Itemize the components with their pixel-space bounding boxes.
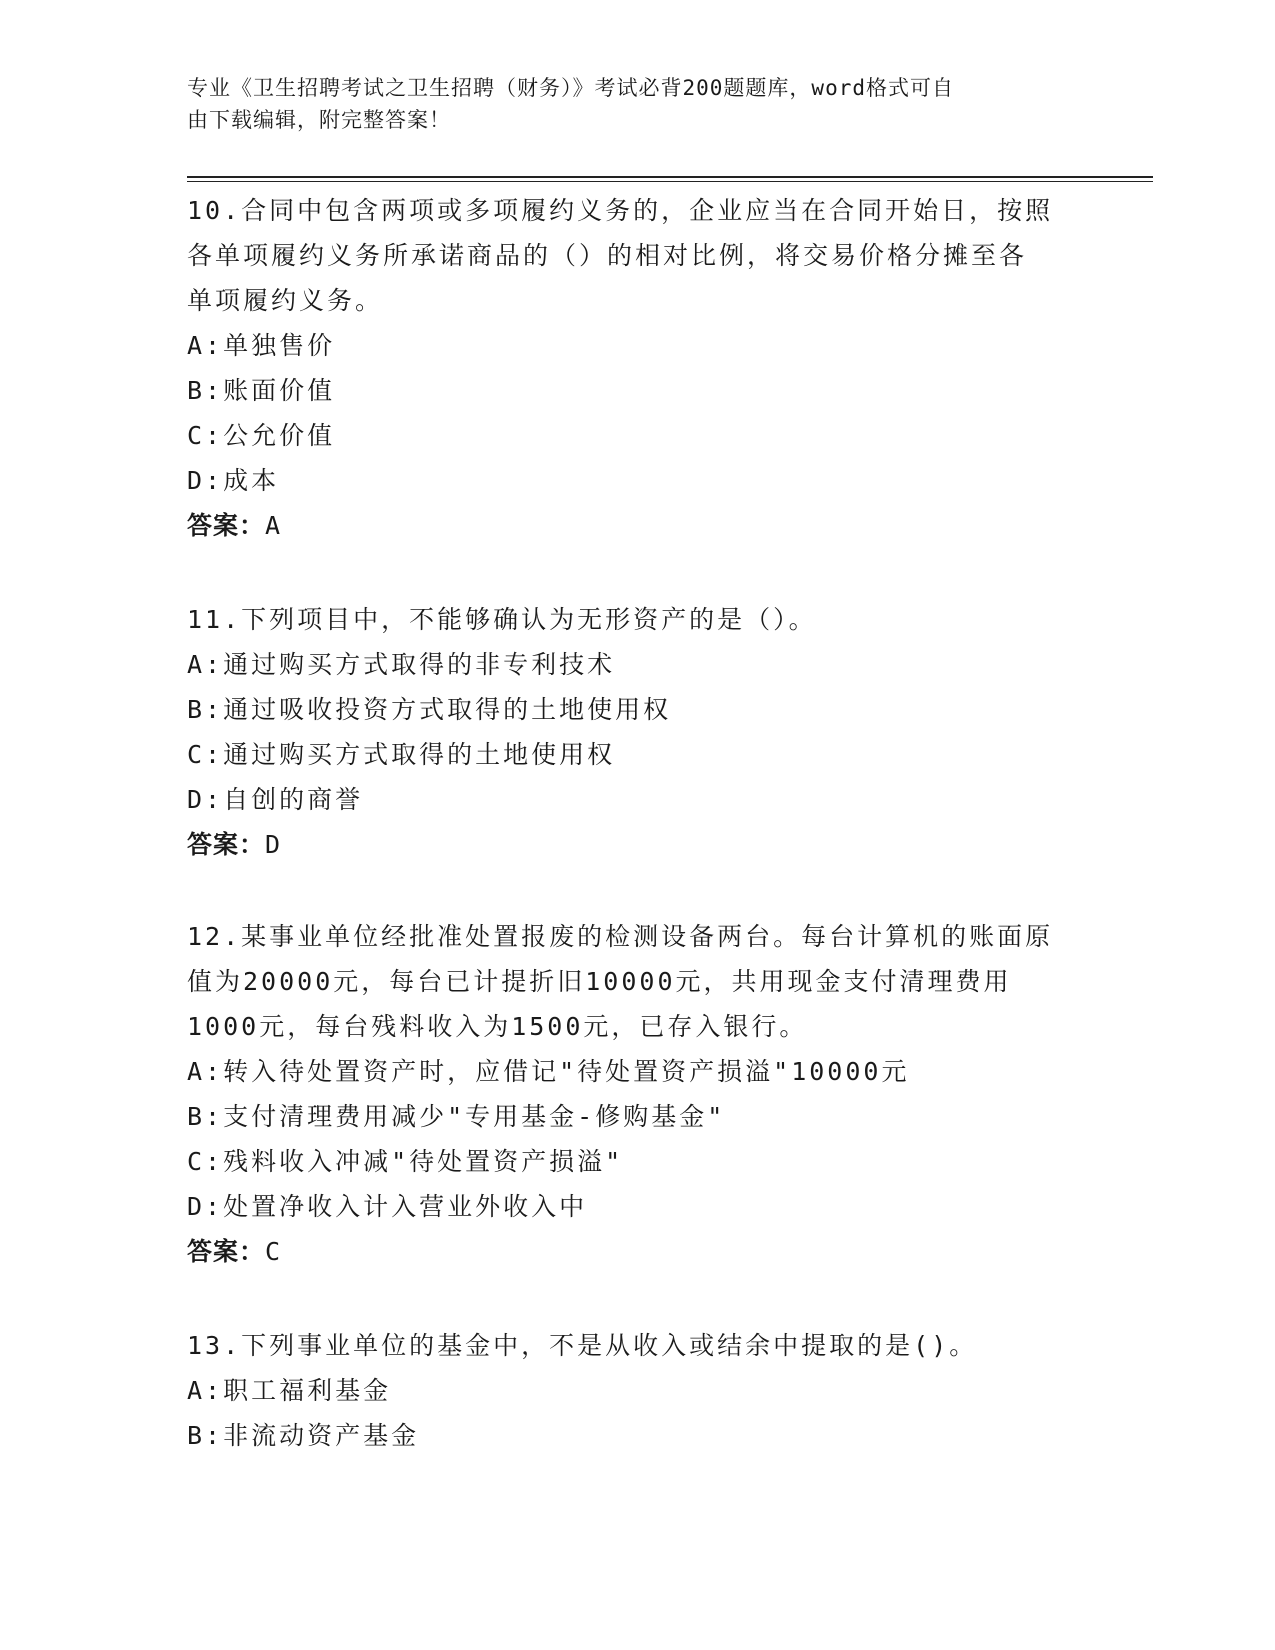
answer-label: 答案： — [187, 511, 266, 540]
question-stem-line: 各单项履约义务所承诺商品的（）的相对比例，将交易价格分摊至各 — [187, 241, 1028, 270]
answer-value: A — [265, 511, 282, 540]
answer-label: 答案： — [187, 1237, 266, 1266]
question-stem-line: 12.某事业单位经批准处置报废的检测设备两台。每台计算机的账面原 — [187, 922, 1054, 951]
document-header — [187, 72, 1067, 136]
question-stem-line: 1000元，每台残料收入为1500元，已存入银行。 — [187, 1012, 808, 1041]
option-c: C:残料收入冲减"待处置资产损溢" — [187, 1147, 624, 1176]
question-12 — [187, 914, 1067, 1274]
header-rule-thin — [187, 181, 1153, 182]
answer-value: D — [265, 830, 282, 859]
question-stem-line: 10.合同中包含两项或多项履约义务的，企业应当在合同开始日，按照 — [187, 196, 1054, 225]
question-stem-line: 13.下列事业单位的基金中，不是从收入或结余中提取的是()。 — [187, 1331, 978, 1360]
question-stem-line: 值为20000元，每台已计提折旧10000元，共用现金支付清理费用 — [187, 967, 1012, 996]
option-a: A:通过购买方式取得的非专利技术 — [187, 650, 616, 679]
header-line-1: 专业《卫生招聘考试之卫生招聘（财务）》考试必背200题题库，word格式可自 — [187, 76, 954, 100]
question-stem-line: 11.下列项目中，不能够确认为无形资产的是（）。 — [187, 605, 817, 634]
answer-line — [187, 1229, 1067, 1274]
question-stem-line: 单项履约义务。 — [187, 286, 384, 315]
option-d: D:自创的商誉 — [187, 785, 364, 814]
option-d: D:处置净收入计入营业外收入中 — [187, 1192, 588, 1221]
option-b: B:支付清理费用减少"专用基金-修购基金" — [187, 1102, 726, 1131]
answer-line — [187, 822, 1067, 867]
header-rule-thick — [187, 176, 1153, 178]
question-10 — [187, 188, 1067, 548]
option-c: C:通过购买方式取得的土地使用权 — [187, 740, 616, 769]
option-b: B:账面价值 — [187, 376, 336, 405]
answer-label: 答案： — [187, 830, 266, 859]
option-c: C:公允价值 — [187, 421, 336, 450]
answer-value: C — [265, 1237, 282, 1266]
header-line-2: 由下载编辑，附完整答案！ — [187, 108, 451, 132]
option-b: B:非流动资产基金 — [187, 1421, 420, 1450]
question-13 — [187, 1323, 1067, 1458]
option-b: B:通过吸收投资方式取得的土地使用权 — [187, 695, 672, 724]
option-a: A:单独售价 — [187, 331, 336, 360]
option-d: D:成本 — [187, 466, 280, 495]
question-11 — [187, 597, 1067, 867]
option-a: A:职工福利基金 — [187, 1376, 392, 1405]
answer-line — [187, 503, 1067, 548]
option-a: A:转入待处置资产时，应借记"待处置资产损溢"10000元 — [187, 1057, 910, 1086]
